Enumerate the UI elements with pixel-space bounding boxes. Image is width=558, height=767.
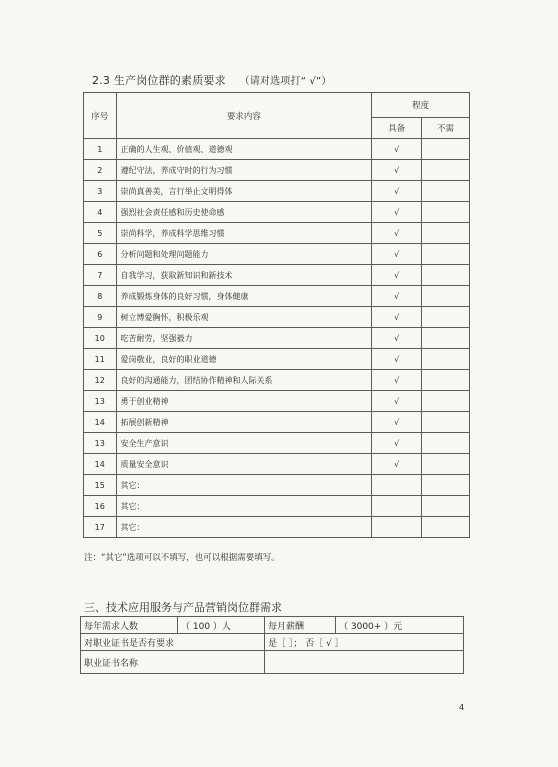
row-have-check[interactable]: √ [372, 223, 422, 244]
row-requirement: 勇于创业精神 [116, 391, 372, 412]
row-requirement: 养成锻炼身体的良好习惯，身体健康 [116, 286, 372, 307]
table-row [84, 475, 470, 496]
annual-demand-value[interactable]: （ 100 ）人 [178, 617, 265, 634]
table-row [84, 181, 470, 202]
row-not-needed-check[interactable] [422, 370, 470, 391]
row-not-needed-check[interactable] [422, 160, 470, 181]
annual-demand-label: 每年需求人数 [81, 617, 178, 634]
table-row [84, 139, 470, 160]
table-row [84, 496, 470, 517]
row-requirement: 其它： [116, 475, 372, 496]
table-row [84, 307, 470, 328]
row-number: 14 [84, 412, 117, 433]
row-number: 5 [84, 223, 117, 244]
row-have-check[interactable]: √ [372, 139, 422, 160]
table-row [84, 454, 470, 475]
table-row [84, 223, 470, 244]
table-row [84, 202, 470, 223]
row-not-needed-check[interactable] [422, 517, 470, 538]
row-not-needed-check[interactable] [422, 349, 470, 370]
row-requirement: 树立博爱胸怀，积极乐观 [116, 307, 372, 328]
row-requirement: 分析问题和处理问题能力 [116, 244, 372, 265]
row-number: 17 [84, 517, 117, 538]
row-have-check[interactable]: √ [372, 160, 422, 181]
row-number: 6 [84, 244, 117, 265]
row-not-needed-check[interactable] [422, 475, 470, 496]
row-number: 12 [84, 370, 117, 391]
header-not-needed: 不需 [422, 118, 470, 139]
row-not-needed-check[interactable] [422, 454, 470, 475]
row-number: 8 [84, 286, 117, 307]
row-have-check[interactable]: √ [372, 265, 422, 286]
row-not-needed-check[interactable] [422, 433, 470, 454]
row-not-needed-check[interactable] [422, 496, 470, 517]
row-have-check[interactable]: √ [372, 181, 422, 202]
header-requirement: 要求内容 [116, 93, 372, 139]
row-number: 13 [84, 391, 117, 412]
table-row [84, 391, 470, 412]
cert-name-label: 职业证书名称 [81, 651, 265, 674]
row-not-needed-check[interactable] [422, 412, 470, 433]
row-requirement: 质量安全意识 [116, 454, 372, 475]
row-have-check[interactable]: √ [372, 286, 422, 307]
header-degree: 程度 [372, 93, 470, 118]
row-not-needed-check[interactable] [422, 286, 470, 307]
row-not-needed-check[interactable] [422, 328, 470, 349]
row-have-check[interactable]: √ [372, 391, 422, 412]
row-have-check[interactable] [372, 475, 422, 496]
table-row [84, 244, 470, 265]
row-requirement: 遵纪守法，养成守时的行为习惯 [116, 160, 372, 181]
table-row [84, 433, 470, 454]
row-have-check[interactable] [372, 517, 422, 538]
row-have-check[interactable]: √ [372, 328, 422, 349]
row-not-needed-check[interactable] [422, 181, 470, 202]
row-number: 11 [84, 349, 117, 370]
row-have-check[interactable]: √ [372, 454, 422, 475]
row-have-check[interactable]: √ [372, 307, 422, 328]
row-have-check[interactable]: √ [372, 349, 422, 370]
row-number: 9 [84, 307, 117, 328]
row-not-needed-check[interactable] [422, 202, 470, 223]
quality-requirements-table [83, 92, 470, 538]
row-have-check[interactable]: √ [372, 244, 422, 265]
row-requirement: 良好的沟通能力，团结协作精神和人际关系 [116, 370, 372, 391]
row-number: 13 [84, 433, 117, 454]
footnote: 注：“其它”选项可以不填写，也可以根据需要填写。 [84, 553, 280, 563]
row-number: 3 [84, 181, 117, 202]
section-note: （请对选项打“ √”） [239, 76, 332, 87]
table-row [84, 328, 470, 349]
section-title-text: 2.3 生产岗位群的素质要求 [92, 74, 226, 87]
row-requirement: 拓展创新精神 [116, 412, 372, 433]
cert-name-value[interactable] [265, 651, 464, 674]
row-requirement: 自我学习，获取新知识和新技术 [116, 265, 372, 286]
row-number: 7 [84, 265, 117, 286]
row-not-needed-check[interactable] [422, 391, 470, 412]
section-title [92, 72, 332, 88]
row-not-needed-check[interactable] [422, 307, 470, 328]
row-have-check[interactable]: √ [372, 412, 422, 433]
table-row [84, 370, 470, 391]
section3-title: 三、技术应用服务与产品营销岗位群需求 [84, 601, 282, 614]
row-not-needed-check[interactable] [422, 223, 470, 244]
row-have-check[interactable]: √ [372, 370, 422, 391]
row-requirement: 爱岗敬业，良好的职业道德 [116, 349, 372, 370]
table-row [84, 517, 470, 538]
row-not-needed-check[interactable] [422, 139, 470, 160]
row-number: 1 [84, 139, 117, 160]
row-number: 14 [84, 454, 117, 475]
row-number: 10 [84, 328, 117, 349]
row-requirement: 其它： [116, 517, 372, 538]
row-have-check[interactable]: √ [372, 202, 422, 223]
position-needs-table [80, 616, 464, 674]
table-row [84, 265, 470, 286]
table-row [84, 160, 470, 181]
table-row [84, 286, 470, 307]
header-have: 具备 [372, 118, 422, 139]
row-not-needed-check[interactable] [422, 244, 470, 265]
row-not-needed-check[interactable] [422, 265, 470, 286]
row-requirement: 正确的人生观、价值观、道德观 [116, 139, 372, 160]
header-number: 序号 [84, 93, 117, 139]
row-have-check[interactable] [372, 496, 422, 517]
row-have-check[interactable]: √ [372, 433, 422, 454]
row-number: 4 [84, 202, 117, 223]
cert-required-label: 对职业证书是否有要求 [81, 634, 265, 651]
row-requirement: 安全生产意识 [116, 433, 372, 454]
row-requirement: 其它： [116, 496, 372, 517]
page-number: 4 [459, 703, 465, 712]
monthly-salary-label: 每月薪酬 [265, 617, 336, 634]
row-requirement: 吃苦耐劳，坚强毅力 [116, 328, 372, 349]
row-requirement: 崇尚科学，养成科学思维习惯 [116, 223, 372, 244]
row-number: 15 [84, 475, 117, 496]
cert-required-value[interactable]: 是［ ］； 否［ √ ］ [265, 634, 464, 651]
table-row [84, 349, 470, 370]
row-requirement: 强烈社会责任感和历史使命感 [116, 202, 372, 223]
monthly-salary-value[interactable]: （ 3000+ ）元 [336, 617, 464, 634]
row-requirement: 崇尚真善美，言行举止文明得体 [116, 181, 372, 202]
table-row [84, 412, 470, 433]
row-number: 2 [84, 160, 117, 181]
row-number: 16 [84, 496, 117, 517]
